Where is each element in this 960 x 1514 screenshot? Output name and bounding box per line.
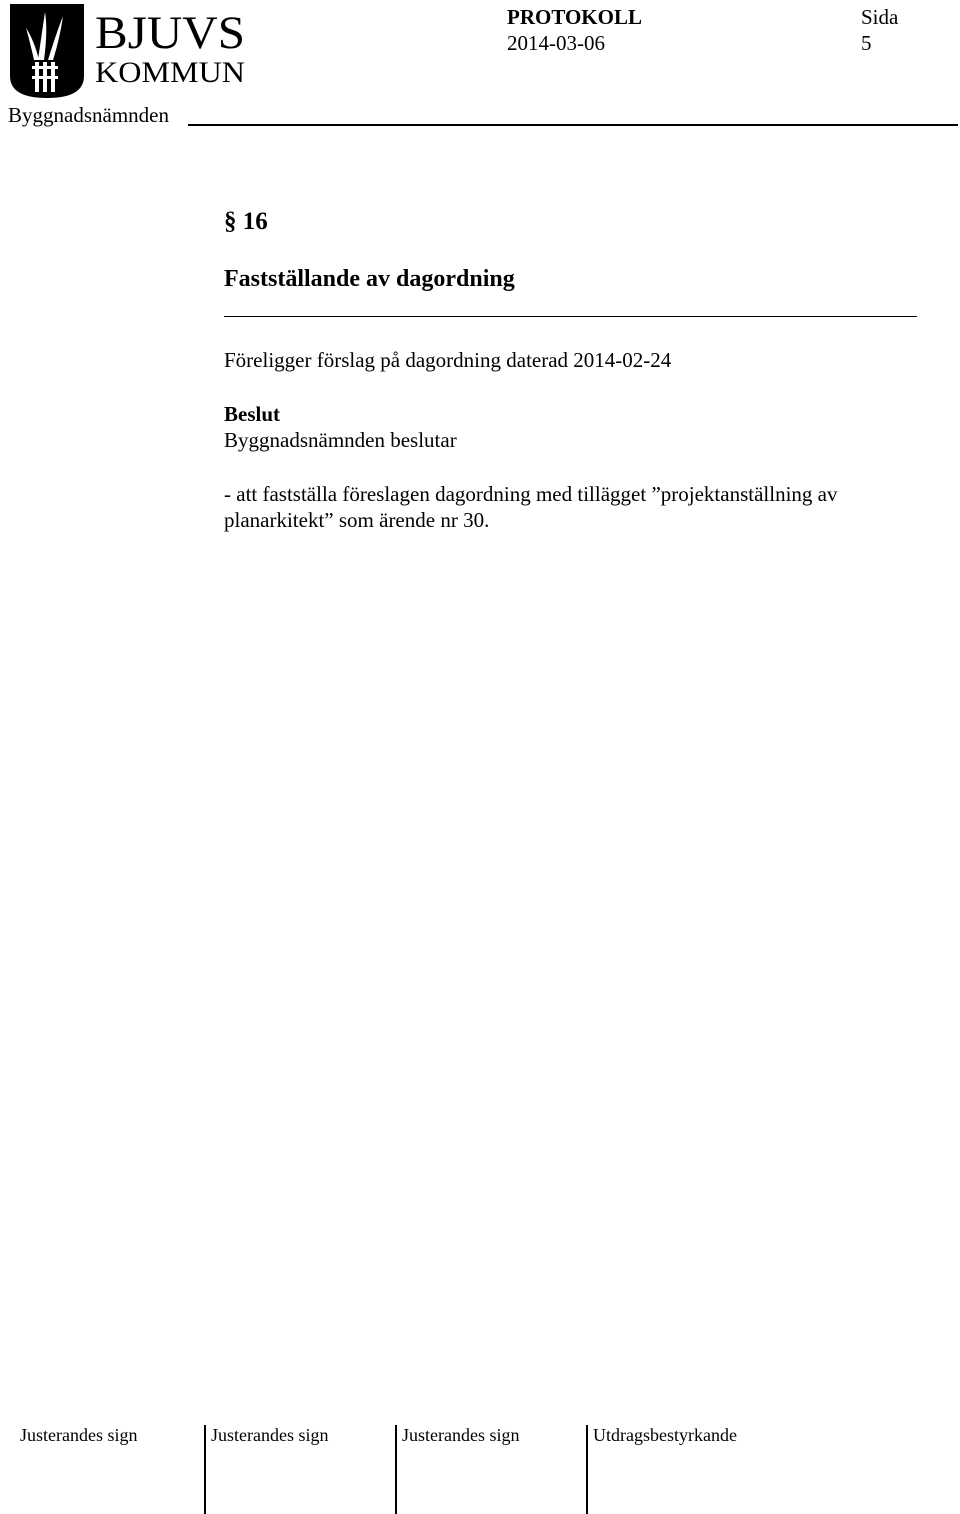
page-label: Sida <box>861 5 899 29</box>
document-type: PROTOKOLL <box>507 5 642 29</box>
signature-divider-3 <box>586 1425 588 1514</box>
item-title: Fastställande av dagordning <box>224 266 515 292</box>
decision-text-line-1: - att fastställa föreslagen dagordning med tillägget ”projektanställning av <box>224 482 838 506</box>
paragraph-number: § 16 <box>224 208 268 235</box>
header-divider <box>188 124 958 126</box>
signature-divider-2 <box>395 1425 397 1514</box>
logo-text-bjuvs: BJUVS <box>95 7 245 59</box>
extract-certification-label: Utdragsbestyrkande <box>593 1425 737 1445</box>
item-intro: Föreligger förslag på dagordning daterad 2014-02-24 <box>224 348 672 372</box>
decision-heading: Beslut <box>224 402 281 426</box>
signature-label-1: Justerandes sign <box>20 1425 138 1445</box>
logo-text-kommun: KOMMUN <box>95 56 245 86</box>
title-underline <box>224 316 917 317</box>
document-date: 2014-03-06 <box>507 31 605 55</box>
municipality-logo-text <box>93 6 248 86</box>
page-number: 5 <box>861 31 872 55</box>
committee-name: Byggnadsnämnden <box>8 103 169 127</box>
signature-label-2: Justerandes sign <box>211 1425 329 1445</box>
decision-text-line-2: planarkitekt” som ärende nr 30. <box>224 508 490 532</box>
municipality-logo-emblem <box>8 2 86 100</box>
signature-divider-1 <box>204 1425 206 1514</box>
signature-label-3: Justerandes sign <box>402 1425 520 1445</box>
decision-subject: Byggnadsnämnden beslutar <box>224 428 457 452</box>
